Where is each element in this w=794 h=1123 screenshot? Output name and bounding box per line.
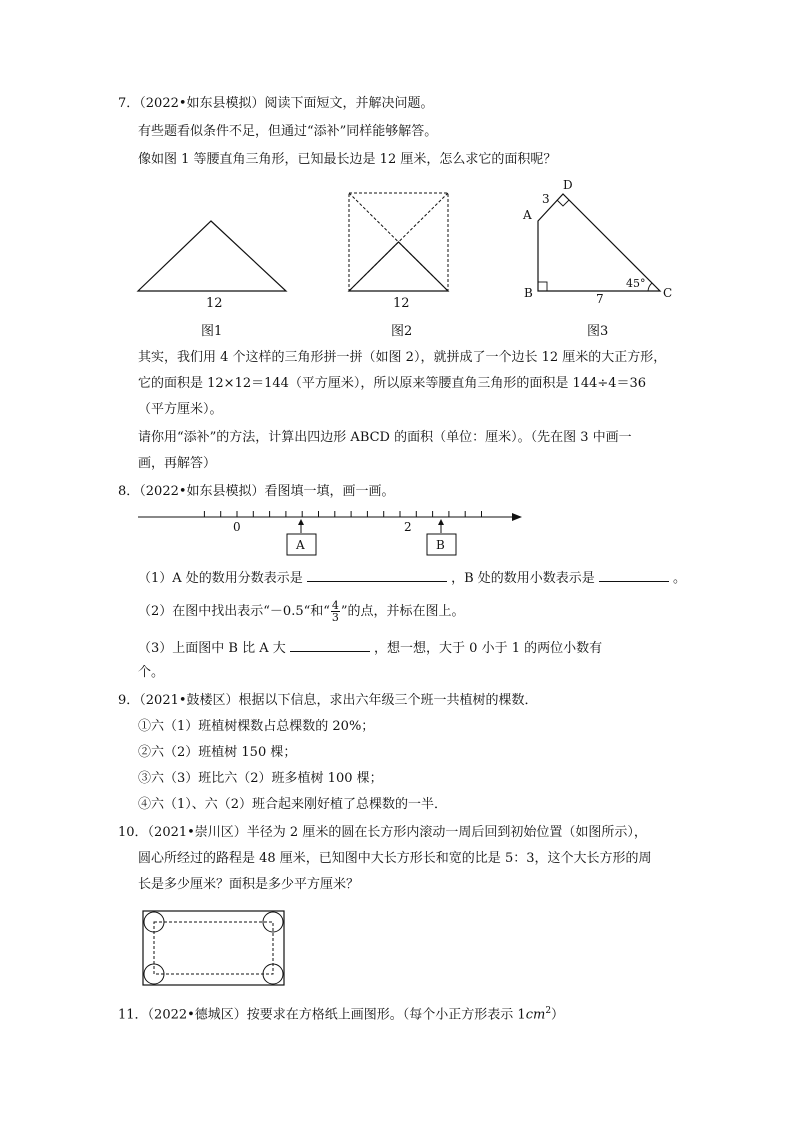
q10-text-1: 圆心所经过的路程是 48 厘米，已知图中大长方形长和宽的比是 5：3，这个大长方形的周	[138, 851, 652, 866]
fraction-four-thirds: $\frac{4}{3}$	[331, 599, 339, 624]
fig3-label-bc: 7	[596, 292, 604, 306]
unit-cm: cm	[525, 1007, 546, 1023]
fig3-label-d: D	[563, 178, 573, 192]
q7-title: 7．（2022•如东县模拟）阅读下面短文，并解决问题。	[118, 96, 434, 111]
q7-text-2: 像如图 1 等腰直角三角形，已知最长边是 12 厘米，怎么求它的面积呢？	[138, 152, 557, 167]
q9-item-2: ②六（2）班植树 150 棵；	[138, 745, 297, 760]
fig3-label-angle: 45°	[626, 277, 646, 290]
q8-part1-a: （1）A 处的数用分数表示是	[138, 571, 303, 586]
q8-part3-end: 个。	[138, 665, 165, 680]
q8-part2-a: （2）在图中找出表示“－0.5“和“	[138, 604, 330, 619]
box-b-label: B	[436, 538, 445, 552]
fig2-base-label: 12	[393, 296, 410, 311]
q7-text-6: 请你用“添补”的方法，计算出四边形 ABCD 的面积（单位：厘米）。（先在图 3 中画一	[138, 430, 632, 445]
q9-item-3: ③六（3）班比六（2）班多植树 100 棵；	[138, 771, 383, 786]
q9-item-1: ①六（1）班植树棵数占总棵数的 20%；	[138, 719, 375, 734]
q8-part2-b: ”的点，并标在图上。	[340, 604, 465, 619]
q10-title: 10．（2021•崇川区）半径为 2 厘米的圆在长方形内滚动一周后回到初始位置（如图所示），	[118, 825, 647, 840]
fig3-caption: 图3	[587, 324, 609, 339]
q7-text-4: 它的面积是 12×12＝144（平方厘米），所以原来等腰直角三角形的面积是 144÷4＝36	[138, 376, 647, 391]
q9-title: 9．（2021•鼓楼区）根据以下信息，求出六年级三个班一共植树的棵数．	[118, 693, 538, 708]
q8-part3-b: ，想一想，大于 0 小于 1 的两位小数有	[374, 641, 603, 656]
number-line-zero: 0	[233, 520, 241, 534]
q8-title: 8．（2022•如东县模拟）看图填一填，画一画。	[118, 484, 395, 499]
fig2-caption: 图2	[391, 324, 413, 339]
q11-title: 11．（2022•德城区）按要求在方格纸上画图形。（每个小正方形表示 $1cm^2$）	[118, 1006, 565, 1023]
number-line-two: 2	[404, 520, 412, 534]
q7-text-7: 画，再解答）	[138, 456, 217, 471]
q8-part1-b: ，B 处的数用小数表示是	[451, 571, 595, 586]
q8-part1-c: 。	[673, 571, 687, 586]
fig1-base-label: 12	[206, 296, 223, 311]
center-path-rectangle	[154, 922, 273, 974]
fig1-caption: 图1	[201, 324, 223, 339]
q7-text-3: 其实，我们用 4 个这样的三角形拼一拼（如图 2），就拼成了一个边长 12 厘米的大正方形，	[138, 350, 667, 365]
fig3-label-b: B	[524, 286, 533, 300]
fig3-label-a: A	[523, 208, 532, 222]
q8-part3-a: （3）上面图中 B 比 A 大	[138, 641, 286, 656]
q7-text-1: 有些题看似条件不足，但通过“添补”同样能够解答。	[138, 124, 438, 139]
box-a-label: A	[296, 538, 305, 552]
q9-item-4: ④六（1）、六（2）班合起来刚好植了总棵数的一半．	[138, 797, 448, 812]
fig3-label-c: C	[663, 286, 673, 300]
fig3-label-ad: 3	[542, 192, 550, 206]
q10-text-2: 长是多少厘米？面积是多少平方厘米？	[138, 877, 360, 892]
unit-exponent: 2	[545, 1006, 552, 1016]
q7-text-5: （平方厘米）。	[138, 402, 223, 417]
